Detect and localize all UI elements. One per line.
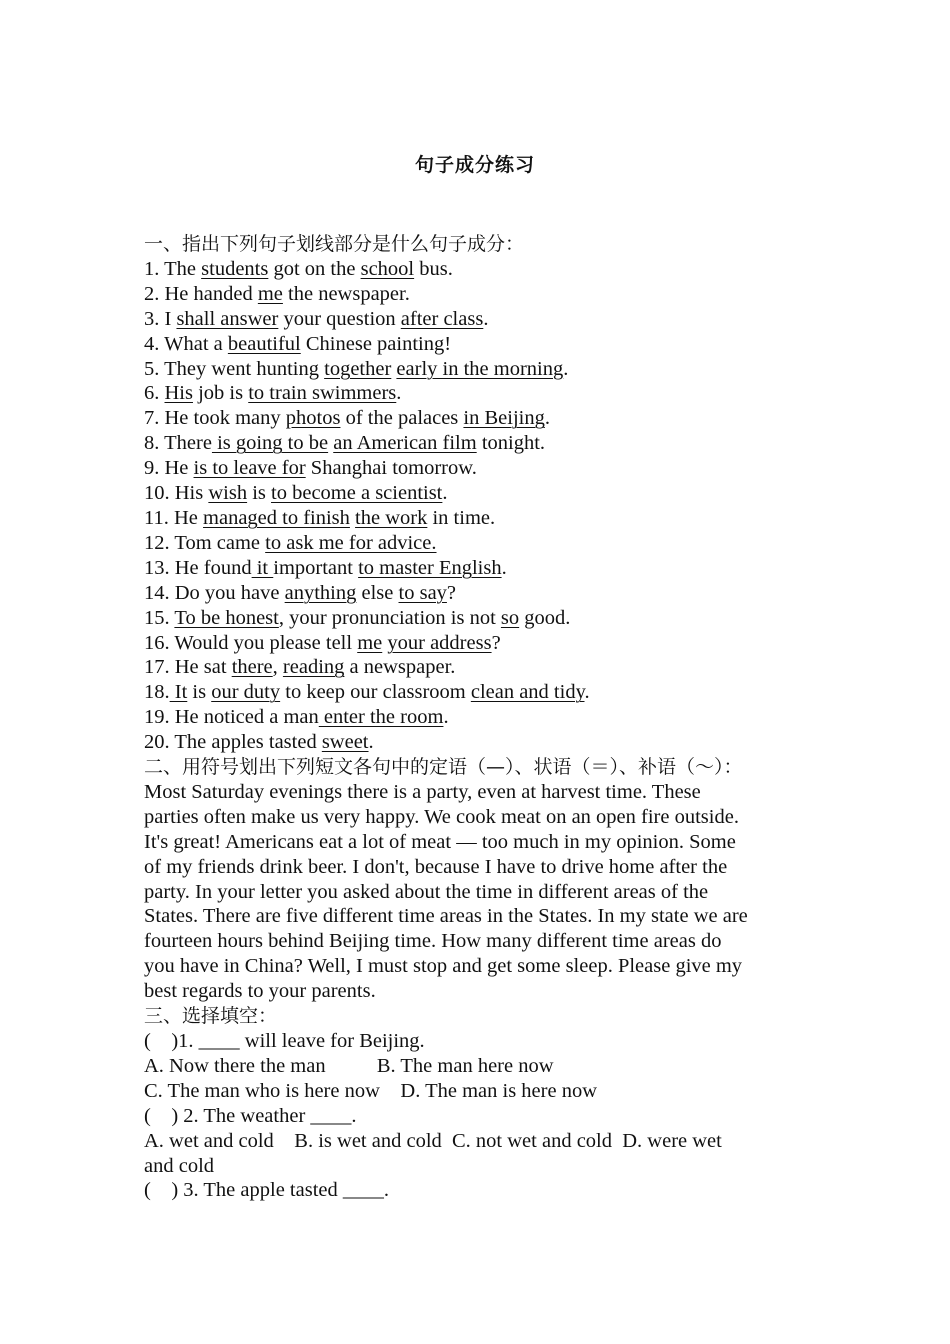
text-segment: Shanghai tomorrow. [305,457,477,480]
text-segment: in time. [427,506,496,529]
text-segment: , [272,656,283,679]
question-line: A. wet and cold B. is wet and cold C. not wet and cold D. were wet [144,1129,722,1152]
underlined-segment: together [324,357,392,380]
text-segment: of the palaces [340,407,464,430]
text-segment: 5. They went hunting [144,357,325,380]
text-segment: bus. [414,257,453,280]
text-segment: 19. He noticed a man [144,706,319,729]
question-line: ( ) 3. The apple tasted ____. [144,1179,389,1202]
exercise-sentence [144,531,809,556]
text-segment: 6. [144,382,165,405]
underlined-segment: wish [208,482,248,505]
text-segment: the newspaper. [282,282,410,305]
underlined-segment: to train swimmers [248,382,397,405]
text-segment: 14. Do you have [144,581,285,604]
underlined-segment: to ask me for advice. [265,531,437,554]
exercise-sentence [144,406,809,431]
underlined-segment: the work [355,506,428,529]
underlined-segment: your address [387,631,492,654]
text-segment: 11. He [144,506,204,529]
underlined-segment: It [169,681,188,704]
underlined-segment: to say [398,581,447,604]
text-segment: tonight. [476,432,546,455]
exercise-sentence [144,381,809,406]
underlined-segment: students [201,257,269,280]
text-segment: important [273,556,359,579]
text-segment: got on the [268,257,361,280]
question-line: ( ) 2. The weather ____. [144,1104,357,1127]
underlined-segment: early in the morning [396,357,564,380]
question-line: A. Now there the man B. The man here now [144,1054,554,1077]
exercise-sentence [144,581,809,606]
underlined-segment: me [257,282,283,305]
underlined-segment: there [231,656,273,679]
exercise-sentence [144,680,809,705]
underlined-segment: it [251,556,274,579]
underlined-segment: photos [285,407,341,430]
passage-line: of my friends drink beer. I don't, because I have to drive home after the [144,855,728,878]
exercise-sentence [144,631,809,656]
question-line: C. The man who is here now D. The man is here now [144,1079,598,1102]
underlined-segment: after class [400,307,484,330]
exercise-sentence [144,332,809,357]
question-line: ( )1. ____ will leave for Beijing. [144,1030,425,1052]
passage-line: party. In your letter you asked about the time in different areas of the [144,880,709,903]
text-segment: 20. The apples tasted [144,731,322,754]
text-segment: . [442,482,448,505]
underlined-segment: to become a scientist [271,482,443,505]
exercise-sentence [144,431,809,456]
underlined-segment: to master English [358,556,502,579]
text-segment: 15. [144,606,175,629]
passage-line: fourteen hours behind Beijing time. How many different time areas do [144,930,722,953]
text-segment: 9. He [144,457,194,480]
underlined-segment: so [500,606,520,629]
text-segment: 3. I [144,307,177,330]
text-segment: 4. What a [144,332,228,355]
section1-items [144,257,809,755]
text-segment: , your pronunciation is not [278,606,501,629]
section3-questions [144,1029,809,1203]
underlined-segment: an American film [333,432,477,455]
section3-heading: 三、选择填空： [144,1005,278,1028]
underlined-segment: school [360,257,415,280]
text-segment: 7. He took many [144,407,286,430]
text-segment: . [501,556,507,579]
question-line: and cold [144,1154,215,1177]
passage-line: Most Saturday evenings there is a party, even at harvest time. These [144,780,701,803]
underlined-segment: clean and tidy [470,681,585,704]
passage-line: It's great! Americans eat a lot of meat — too much in my opinion. Some [144,830,736,853]
document-body [144,232,809,1203]
text-segment: 17. He sat [144,656,232,679]
text-segment: 8. There [144,432,212,455]
text-segment: 10. His [144,482,209,505]
exercise-sentence [144,606,809,631]
exercise-sentence [144,730,809,755]
text-segment: . [584,681,590,704]
text-segment: job is [192,382,249,405]
text-segment: to keep our classroom [280,681,471,704]
text-segment: Chinese painting! [300,332,452,355]
underlined-segment: is going to be [211,432,329,455]
text-segment: a newspaper. [344,656,456,679]
text-segment: . [544,407,550,430]
underlined-segment: shall answer [176,307,279,330]
underlined-segment: sweet [321,731,369,754]
underlined-segment: beautiful [227,332,301,355]
text-segment: . [563,357,569,380]
passage-line: States. There are five different time areas in the States. In my state we are [144,905,748,928]
section2-heading: 二、用符号划出下列短文各句中的定语（—）、状语（＝）、补语（～）： [144,756,743,779]
exercise-sentence [144,705,809,730]
text-segment: . [443,706,449,729]
underlined-segment: is to leave for [193,457,306,480]
exercise-sentence [144,357,809,382]
underlined-segment: me [357,631,383,654]
exercise-sentence [144,257,809,282]
underlined-segment: reading [282,656,345,679]
exercise-sentence [144,556,809,581]
underlined-segment: our duty [211,681,281,704]
text-segment: . [483,307,489,330]
text-segment: good. [519,606,571,629]
section2-passage [144,780,809,1004]
text-segment: is [247,482,272,505]
exercise-sentence [144,481,809,506]
text-segment: 16. Would you please tell [144,631,358,654]
text-segment: . [368,731,374,754]
text-segment: . [396,382,402,405]
text-segment: your question [278,307,401,330]
exercise-sentence [144,506,809,531]
exercise-sentence [144,456,809,481]
underlined-segment: enter the room [318,706,444,729]
passage-line: best regards to your parents. [144,980,376,1003]
underlined-segment: anything [284,581,357,604]
exercise-sentence [144,307,809,332]
text-segment: 18. [144,681,170,704]
section1-heading: 一、指出下列句子划线部分是什么句子成分： [144,233,525,255]
text-segment: 2. He handed [144,282,258,305]
text-segment: 1. The [144,257,202,280]
underlined-segment: managed to finish [203,506,350,529]
document-title: 句子成分练习 [414,154,535,176]
passage-line: you have in China? Well, I must stop and get some sleep. Please give my [144,955,743,978]
underlined-segment: in Beijing [463,407,545,430]
text-segment: ? [446,581,457,604]
exercise-sentence [144,655,809,680]
text-segment: 12. Tom came [144,531,266,554]
text-segment: else [356,581,399,604]
text-segment: ? [491,631,501,654]
underlined-segment: His [164,382,193,405]
exercise-sentence [144,282,809,307]
passage-line: parties often make us very happy. We cook meat on an open fire outside. [144,805,739,828]
text-segment: is [187,681,212,704]
text-segment: 13. He found [144,556,252,579]
underlined-segment: To be honest [174,606,279,629]
